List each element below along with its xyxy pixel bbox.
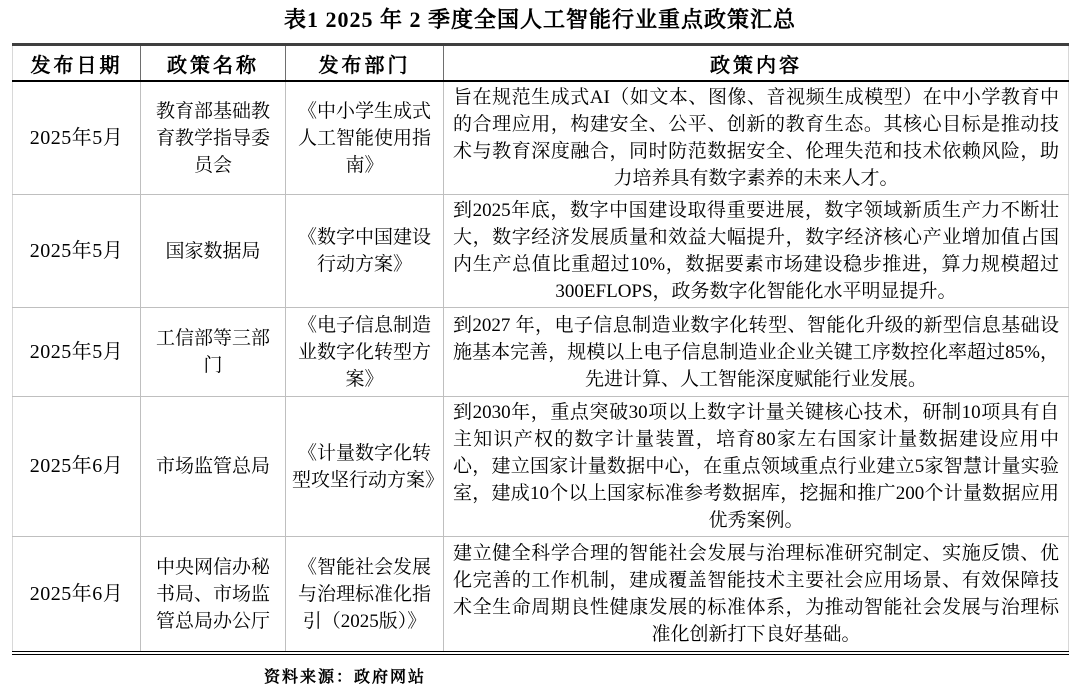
cell-publish-date: 2025年6月 — [13, 397, 141, 537]
header-cell-policy-content: 政策内容 — [444, 45, 1069, 82]
cell-policy-name: 教育部基础教育教学指导委员会 — [141, 81, 286, 195]
cell-publish-dept: 《智能社会发展与治理标准化指引（2025版）》 — [286, 537, 444, 654]
cell-policy-content: 旨在规范生成式AI（如文本、图像、音视频生成模型）在中小学教育中的合理应用，构建安全、公平、创新的教育生态。其核心目标是推动技术与教育深度融合，同时防范数据安全、伦理失范和技术依赖风险，助力培养具有数字素养的未来人才。 — [444, 81, 1069, 195]
table-row — [13, 81, 1069, 195]
table-row — [13, 537, 1069, 654]
data-source-note: 资料来源：政府网站 — [264, 669, 427, 686]
cell-publish-dept: 《中小学生成式人工智能使用指南》 — [286, 81, 444, 195]
header-cell-publish-dept: 发布部门 — [286, 45, 444, 82]
cell-publish-date: 2025年5月 — [13, 81, 141, 195]
cell-policy-content: 到2025年底，数字中国建设取得重要进展，数字领域新质生产力不断壮大，数字经济发展质量和效益大幅提升，数字经济核心产业增加值占国内生产总值比重超过10%，数据要素市场建设稳步推进，算力规模超过300EFLOPS，政务数字化智能化水平明显提升。 — [444, 195, 1069, 308]
cell-policy-content: 到2027 年，电子信息制造业数字化转型、智能化升级的新型信息基础设施基本完善，规模以上电子信息制造业企业关键工序数控化率超过85%，先进计算、人工智能深度赋能行业发展。 — [444, 308, 1069, 397]
table-body — [13, 81, 1069, 653]
table-header — [13, 45, 1069, 82]
cell-publish-dept: 《数字中国建设行动方案》 — [286, 195, 444, 308]
policy-table — [12, 43, 1069, 655]
cell-publish-dept: 《计量数字化转型攻坚行动方案》 — [286, 397, 444, 537]
table-row — [13, 195, 1069, 308]
table-row — [13, 308, 1069, 397]
cell-publish-dept: 《电子信息制造业数字化转型方案》 — [286, 308, 444, 397]
cell-publish-date: 2025年5月 — [13, 195, 141, 308]
cell-policy-name: 中央网信办秘书局、市场监管总局办公厅 — [141, 537, 286, 654]
cell-publish-date: 2025年6月 — [13, 537, 141, 654]
header-cell-publish-date: 发布日期 — [13, 45, 141, 82]
cell-policy-name: 市场监管总局 — [141, 397, 286, 537]
cell-policy-name: 国家数据局 — [141, 195, 286, 308]
table-row — [13, 397, 1069, 537]
cell-policy-content: 到2030年，重点突破30项以上数字计量关键核心技术，研制10项具有自主知识产权的数字计量装置，培育80家左右国家计量数据建设应用中心，建立国家计量数据中心，在重点领域重点行业建立5家智慧计量实验室，建成10个以上国家标准参考数据库，挖掘和推广200个计量数据应用优秀案例。 — [444, 397, 1069, 537]
header-row — [13, 45, 1069, 82]
cell-policy-content: 建立健全科学合理的智能社会发展与治理标准研究制定、实施反馈、优化完善的工作机制，建成覆盖智能技术主要社会应用场景、有效保障技术全生命周期良性健康发展的标准体系，为推动智能社会发展与治理标准化创新打下良好基础。 — [444, 537, 1069, 654]
cell-publish-date: 2025年5月 — [13, 308, 141, 397]
cell-policy-name: 工信部等三部门 — [141, 308, 286, 397]
header-cell-policy-name: 政策名称 — [141, 45, 286, 82]
page-title: 表1 2025 年 2 季度全国人工智能行业重点政策汇总 — [283, 7, 796, 32]
